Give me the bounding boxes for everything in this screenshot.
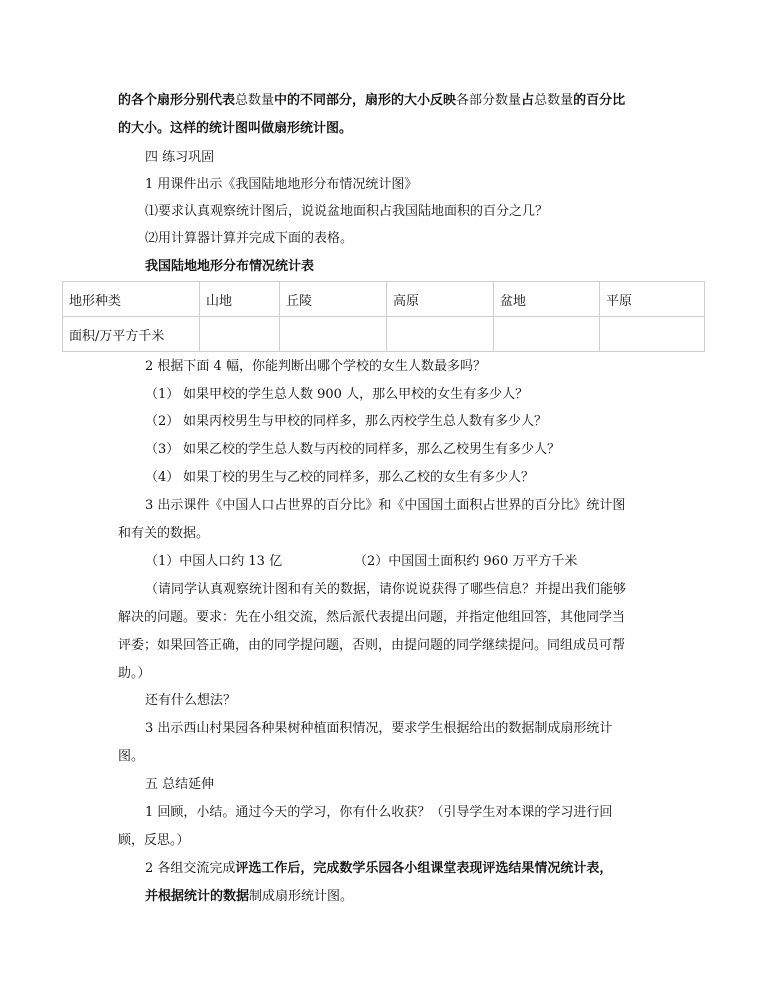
- question-2: [145, 413, 547, 431]
- section-4-item-1-sub-2: ⑵用计算器计算并完成下面的表格。: [145, 231, 354, 246]
- item-3-note-line: 解决的问题。要求：先在小组交流，然后派代表提出问题，并指定他组回答，其他同学当: [118, 610, 626, 625]
- terrain-table: [62, 281, 705, 352]
- section-5-item-2-line-1: [145, 860, 612, 878]
- question-number: （4）: [145, 470, 180, 485]
- intro-text: 中的不同部分，扇形的大小反映: [274, 93, 457, 108]
- section-5-item-1-line-1: 1 回顾，小结。通过今天的学习，你有什么收获？（引导学生对本课的学习进行回: [145, 805, 613, 820]
- table-header-cell: 盆地: [494, 282, 600, 317]
- section-5-text: 并根据统计的数据: [145, 889, 250, 904]
- item-3-note-line: 助。）: [118, 666, 151, 681]
- table-header-cell: 山地: [200, 282, 280, 317]
- intro-text: 的各个扇形分别代表: [118, 93, 236, 108]
- question-text: 如果丙校男生与甲校的同样多，那么丙校学生总人数有多少人？: [183, 414, 548, 429]
- table-cell: [494, 317, 600, 352]
- table-title: 我国陆地地形分布情况统计表: [145, 259, 315, 274]
- section-4-item-3-line-2: 和有关的数据。: [118, 526, 210, 541]
- table-row: [63, 317, 705, 352]
- question-text: 如果丁校的男生与乙校的同样多，那么乙校的女生有多少人？: [183, 470, 535, 485]
- item-3-note-line: （请同学认真观察统计图和有关的数据，请你说说获得了哪些信息？并提出我们能够: [145, 582, 627, 597]
- section-4-heading: 四 练习巩固: [145, 150, 215, 165]
- section-4-item-3-line-1: 3 出示课件《中国人口占世界的百分比》和《中国国土面积占世界的百分比》统计图: [145, 498, 626, 513]
- section-5-heading: 五 总结延伸: [145, 777, 215, 792]
- question-3: [145, 441, 560, 459]
- table-header-cell: 丘陵: [280, 282, 387, 317]
- question-number: （1）: [145, 387, 180, 402]
- intro-text: 总数量: [235, 93, 275, 108]
- question-number: （3）: [145, 442, 180, 457]
- intro-text: 占: [521, 93, 535, 108]
- section-5-text: 评选工作后，完成: [235, 861, 340, 876]
- table-cell: [280, 317, 387, 352]
- section-4-item-3b-line-2: 图。: [118, 749, 145, 764]
- intro-line-2: 的大小。这样的统计图叫做扇形统计图。: [118, 121, 353, 136]
- intro-text: 总数量: [534, 93, 574, 108]
- question-4: [145, 469, 534, 487]
- section-4-item-2: 2 根据下面 4 幅，你能判断出哪个学校的女生人数最多吗？: [145, 359, 486, 374]
- section-4-item-1-sub-1: ⑴要求认真观察统计图后，说说盆地面积占我国陆地面积的百分之几？: [145, 204, 549, 219]
- section-5-text: 2 各组交流完成: [145, 861, 236, 876]
- table-cell: [200, 317, 280, 352]
- table-header-row: [63, 282, 705, 317]
- item-3-data-1: （1）中国人口约 13 亿: [145, 554, 283, 569]
- question-number: （2）: [145, 414, 180, 429]
- table-cell: [387, 317, 494, 352]
- section-4-item-1: 1 用课件出示《我国陆地地形分布情况统计图》: [145, 177, 418, 192]
- table-header-cell: 地形种类: [63, 282, 200, 317]
- question-1: [145, 386, 528, 404]
- section-5-text: 数学乐园各小组课堂表现评选结果情况统计表，: [339, 861, 613, 876]
- table-header-cell: 高原: [387, 282, 494, 317]
- intro-text: 各部分数量: [456, 93, 522, 108]
- section-5-item-2-line-2: [145, 888, 353, 906]
- table-cell: [600, 317, 705, 352]
- table-header-cell: 平原: [600, 282, 705, 317]
- other-thoughts: 还有什么想法？: [145, 693, 237, 708]
- intro-line-1: [118, 92, 625, 110]
- section-5-item-1-line-2: 顾，反思。）: [118, 833, 190, 848]
- question-text: 如果甲校的学生总人数 900 人，那么甲校的女生有多少人？: [183, 387, 529, 402]
- table-row-label: 面积/万平方千米: [63, 317, 200, 352]
- intro-text: 的百分比: [573, 93, 626, 108]
- item-3-note-line: 评委；如果回答正确，由的同学提问题，否则，由提问题的同学继续提问。同组成员可帮: [118, 638, 626, 653]
- item-3-data-2: （2）中国国土面积约 960 万平方千米: [354, 554, 578, 569]
- section-5-text: 制成扇形统计图。: [249, 889, 354, 904]
- section-4-item-3b-line-1: 3 出示西山村果园各种果树种植面积情况，要求学生根据给出的数据制成扇形统计: [145, 721, 613, 736]
- question-text: 如果乙校的学生总人数与丙校的同样多，那么乙校男生有多少人？: [183, 442, 561, 457]
